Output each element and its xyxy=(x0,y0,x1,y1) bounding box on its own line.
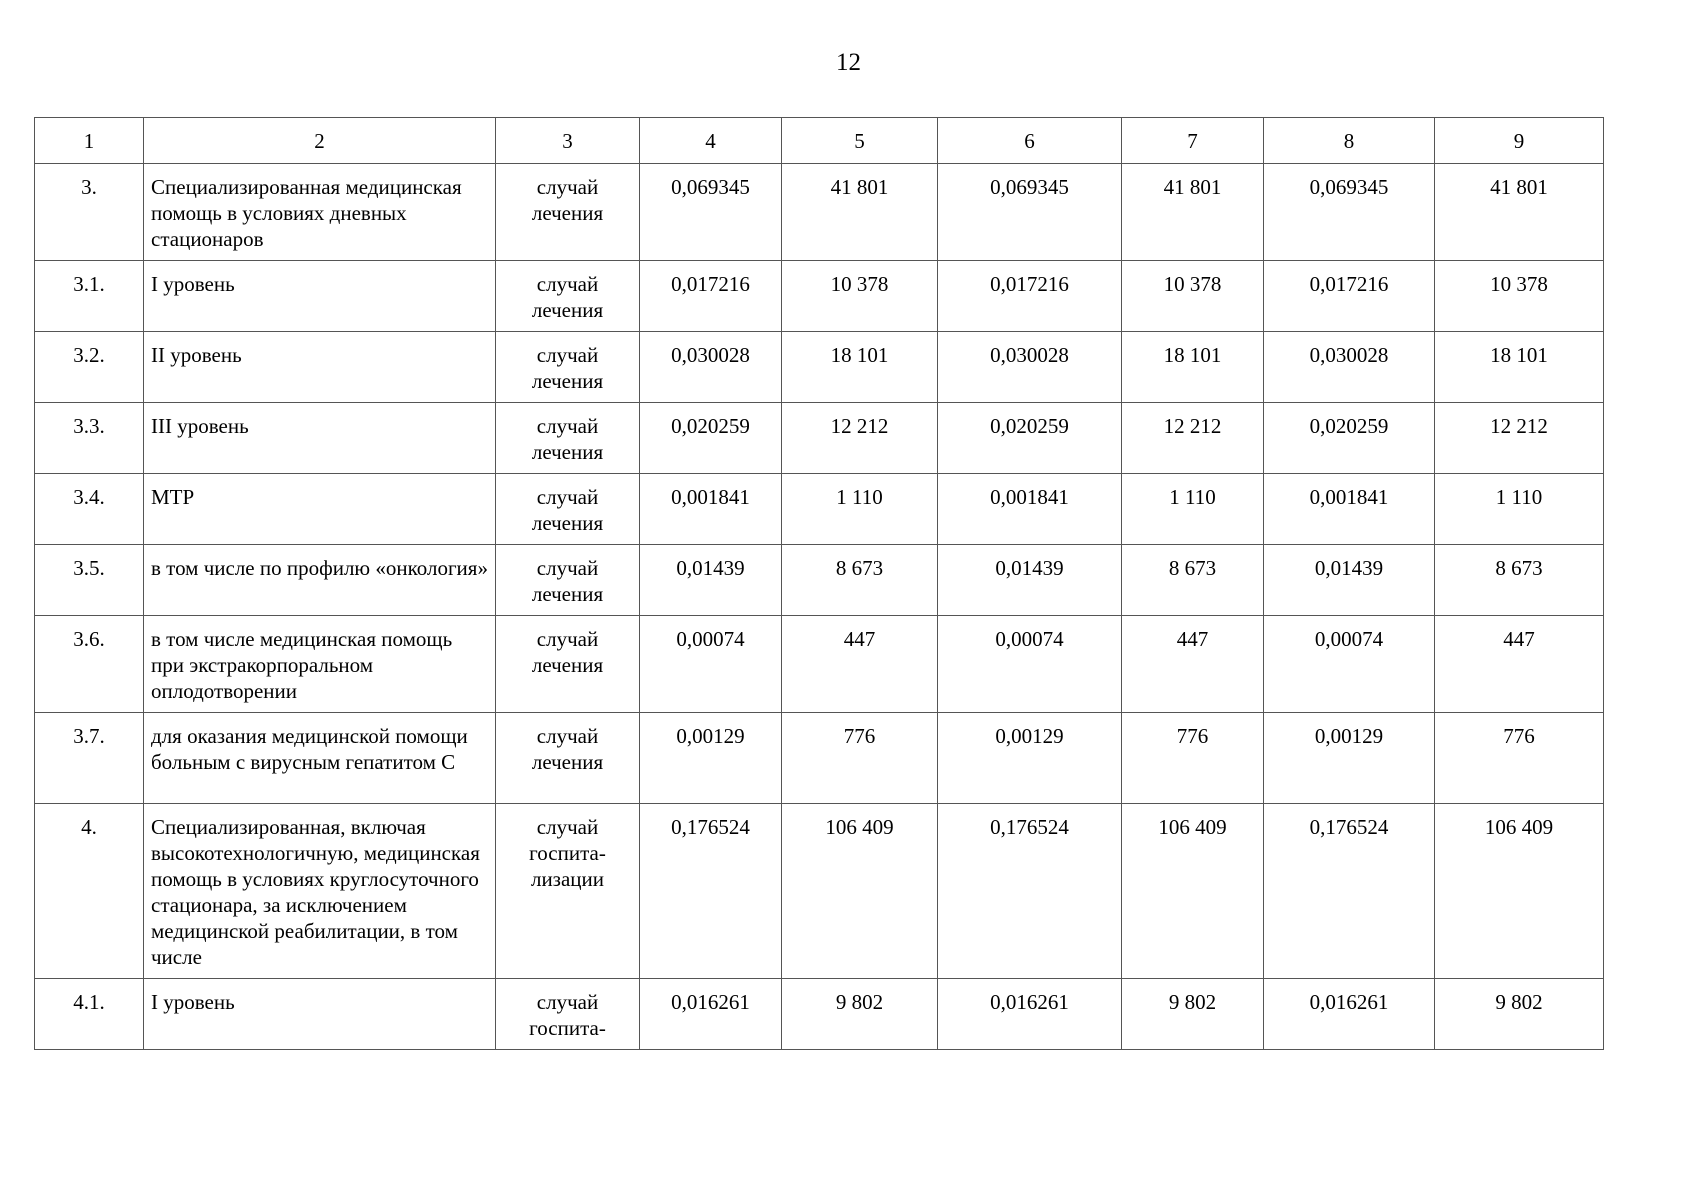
cell-value: 0,001841 xyxy=(938,474,1122,545)
table-row xyxy=(35,332,1604,403)
cell-value: 106 409 xyxy=(782,804,938,979)
row-number: 3.1. xyxy=(35,261,144,332)
cell-value: 447 xyxy=(1122,616,1264,713)
table-row xyxy=(35,616,1604,713)
column-header: 8 xyxy=(1264,118,1435,164)
row-unit: случай лечения xyxy=(496,545,640,616)
column-header: 5 xyxy=(782,118,938,164)
cell-value: 0,00074 xyxy=(938,616,1122,713)
cell-value: 1 110 xyxy=(1122,474,1264,545)
row-unit: случай лечения xyxy=(496,332,640,403)
row-unit: случай госпита-лизации xyxy=(496,804,640,979)
row-number: 3.5. xyxy=(35,545,144,616)
cell-value: 0,00129 xyxy=(1264,713,1435,804)
data-table xyxy=(34,117,1604,1050)
cell-value: 0,01439 xyxy=(1264,545,1435,616)
column-header: 9 xyxy=(1435,118,1604,164)
row-number: 3.4. xyxy=(35,474,144,545)
row-number: 3.3. xyxy=(35,403,144,474)
row-unit: случай лечения xyxy=(496,616,640,713)
cell-value: 776 xyxy=(782,713,938,804)
cell-value: 0,176524 xyxy=(938,804,1122,979)
cell-value: 0,176524 xyxy=(1264,804,1435,979)
cell-value: 106 409 xyxy=(1122,804,1264,979)
cell-value: 1 110 xyxy=(1435,474,1604,545)
row-number: 4. xyxy=(35,804,144,979)
table-row xyxy=(35,474,1604,545)
cell-value: 12 212 xyxy=(1122,403,1264,474)
row-unit: случай лечения xyxy=(496,403,640,474)
cell-value: 776 xyxy=(1122,713,1264,804)
table-row xyxy=(35,545,1604,616)
cell-value: 0,016261 xyxy=(640,979,782,1050)
row-number: 3. xyxy=(35,164,144,261)
row-unit: случай лечения xyxy=(496,713,640,804)
column-header: 4 xyxy=(640,118,782,164)
cell-value: 12 212 xyxy=(782,403,938,474)
cell-value: 10 378 xyxy=(1435,261,1604,332)
cell-value: 0,030028 xyxy=(938,332,1122,403)
row-number: 3.6. xyxy=(35,616,144,713)
cell-value: 9 802 xyxy=(1122,979,1264,1050)
row-name: МТР xyxy=(144,474,496,545)
table-row xyxy=(35,403,1604,474)
cell-value: 8 673 xyxy=(1122,545,1264,616)
cell-value: 18 101 xyxy=(1122,332,1264,403)
cell-value: 0,017216 xyxy=(1264,261,1435,332)
column-header: 2 xyxy=(144,118,496,164)
column-header: 7 xyxy=(1122,118,1264,164)
column-header: 1 xyxy=(35,118,144,164)
cell-value: 9 802 xyxy=(782,979,938,1050)
cell-value: 0,069345 xyxy=(938,164,1122,261)
row-name: I уровень xyxy=(144,261,496,332)
cell-value: 0,030028 xyxy=(1264,332,1435,403)
row-name: III уровень xyxy=(144,403,496,474)
cell-value: 0,017216 xyxy=(938,261,1122,332)
cell-value: 8 673 xyxy=(782,545,938,616)
column-header: 3 xyxy=(496,118,640,164)
page-number: 12 xyxy=(836,49,861,76)
row-name: для оказания медицинской помощи больным с вирусным гепатитом С xyxy=(144,713,496,804)
cell-value: 0,01439 xyxy=(640,545,782,616)
row-number: 3.2. xyxy=(35,332,144,403)
cell-value: 0,001841 xyxy=(1264,474,1435,545)
cell-value: 0,017216 xyxy=(640,261,782,332)
row-name: II уровень xyxy=(144,332,496,403)
header-row xyxy=(35,118,1604,164)
cell-value: 0,069345 xyxy=(1264,164,1435,261)
row-unit: случай лечения xyxy=(496,474,640,545)
row-name: Специализированная, включая высокотехнологичную, медицинская помощь в условиях круглосуточного стационара, за исключением медицинской реабилитации, в том числе xyxy=(144,804,496,979)
cell-value: 0,01439 xyxy=(938,545,1122,616)
table-row xyxy=(35,979,1604,1050)
table-row xyxy=(35,713,1604,804)
cell-value: 0,016261 xyxy=(1264,979,1435,1050)
cell-value: 447 xyxy=(782,616,938,713)
cell-value: 0,00074 xyxy=(640,616,782,713)
cell-value: 0,001841 xyxy=(640,474,782,545)
cell-value: 0,176524 xyxy=(640,804,782,979)
row-name: Специализированная медицинская помощь в условиях дневных стационаров xyxy=(144,164,496,261)
cell-value: 0,00074 xyxy=(1264,616,1435,713)
cell-value: 8 673 xyxy=(1435,545,1604,616)
table-row xyxy=(35,261,1604,332)
cell-value: 776 xyxy=(1435,713,1604,804)
cell-value: 1 110 xyxy=(782,474,938,545)
row-name: в том числе медицинская помощь при экстракорпоральном оплодотворении xyxy=(144,616,496,713)
cell-value: 0,030028 xyxy=(640,332,782,403)
table-row xyxy=(35,804,1604,979)
cell-value: 12 212 xyxy=(1435,403,1604,474)
cell-value: 18 101 xyxy=(782,332,938,403)
cell-value: 0,020259 xyxy=(1264,403,1435,474)
row-name: в том числе по профилю «онкология» xyxy=(144,545,496,616)
cell-value: 18 101 xyxy=(1435,332,1604,403)
cell-value: 0,00129 xyxy=(938,713,1122,804)
cell-value: 9 802 xyxy=(1435,979,1604,1050)
table-row xyxy=(35,164,1604,261)
row-name: I уровень xyxy=(144,979,496,1050)
column-header: 6 xyxy=(938,118,1122,164)
cell-value: 0,069345 xyxy=(640,164,782,261)
row-number: 4.1. xyxy=(35,979,144,1050)
cell-value: 41 801 xyxy=(782,164,938,261)
row-unit: случай лечения xyxy=(496,261,640,332)
cell-value: 41 801 xyxy=(1435,164,1604,261)
cell-value: 447 xyxy=(1435,616,1604,713)
cell-value: 0,020259 xyxy=(640,403,782,474)
row-unit: случай госпита- xyxy=(496,979,640,1050)
cell-value: 106 409 xyxy=(1435,804,1604,979)
cell-value: 0,00129 xyxy=(640,713,782,804)
cell-value: 10 378 xyxy=(782,261,938,332)
row-unit: случай лечения xyxy=(496,164,640,261)
row-number: 3.7. xyxy=(35,713,144,804)
cell-value: 41 801 xyxy=(1122,164,1264,261)
cell-value: 0,020259 xyxy=(938,403,1122,474)
cell-value: 0,016261 xyxy=(938,979,1122,1050)
cell-value: 10 378 xyxy=(1122,261,1264,332)
